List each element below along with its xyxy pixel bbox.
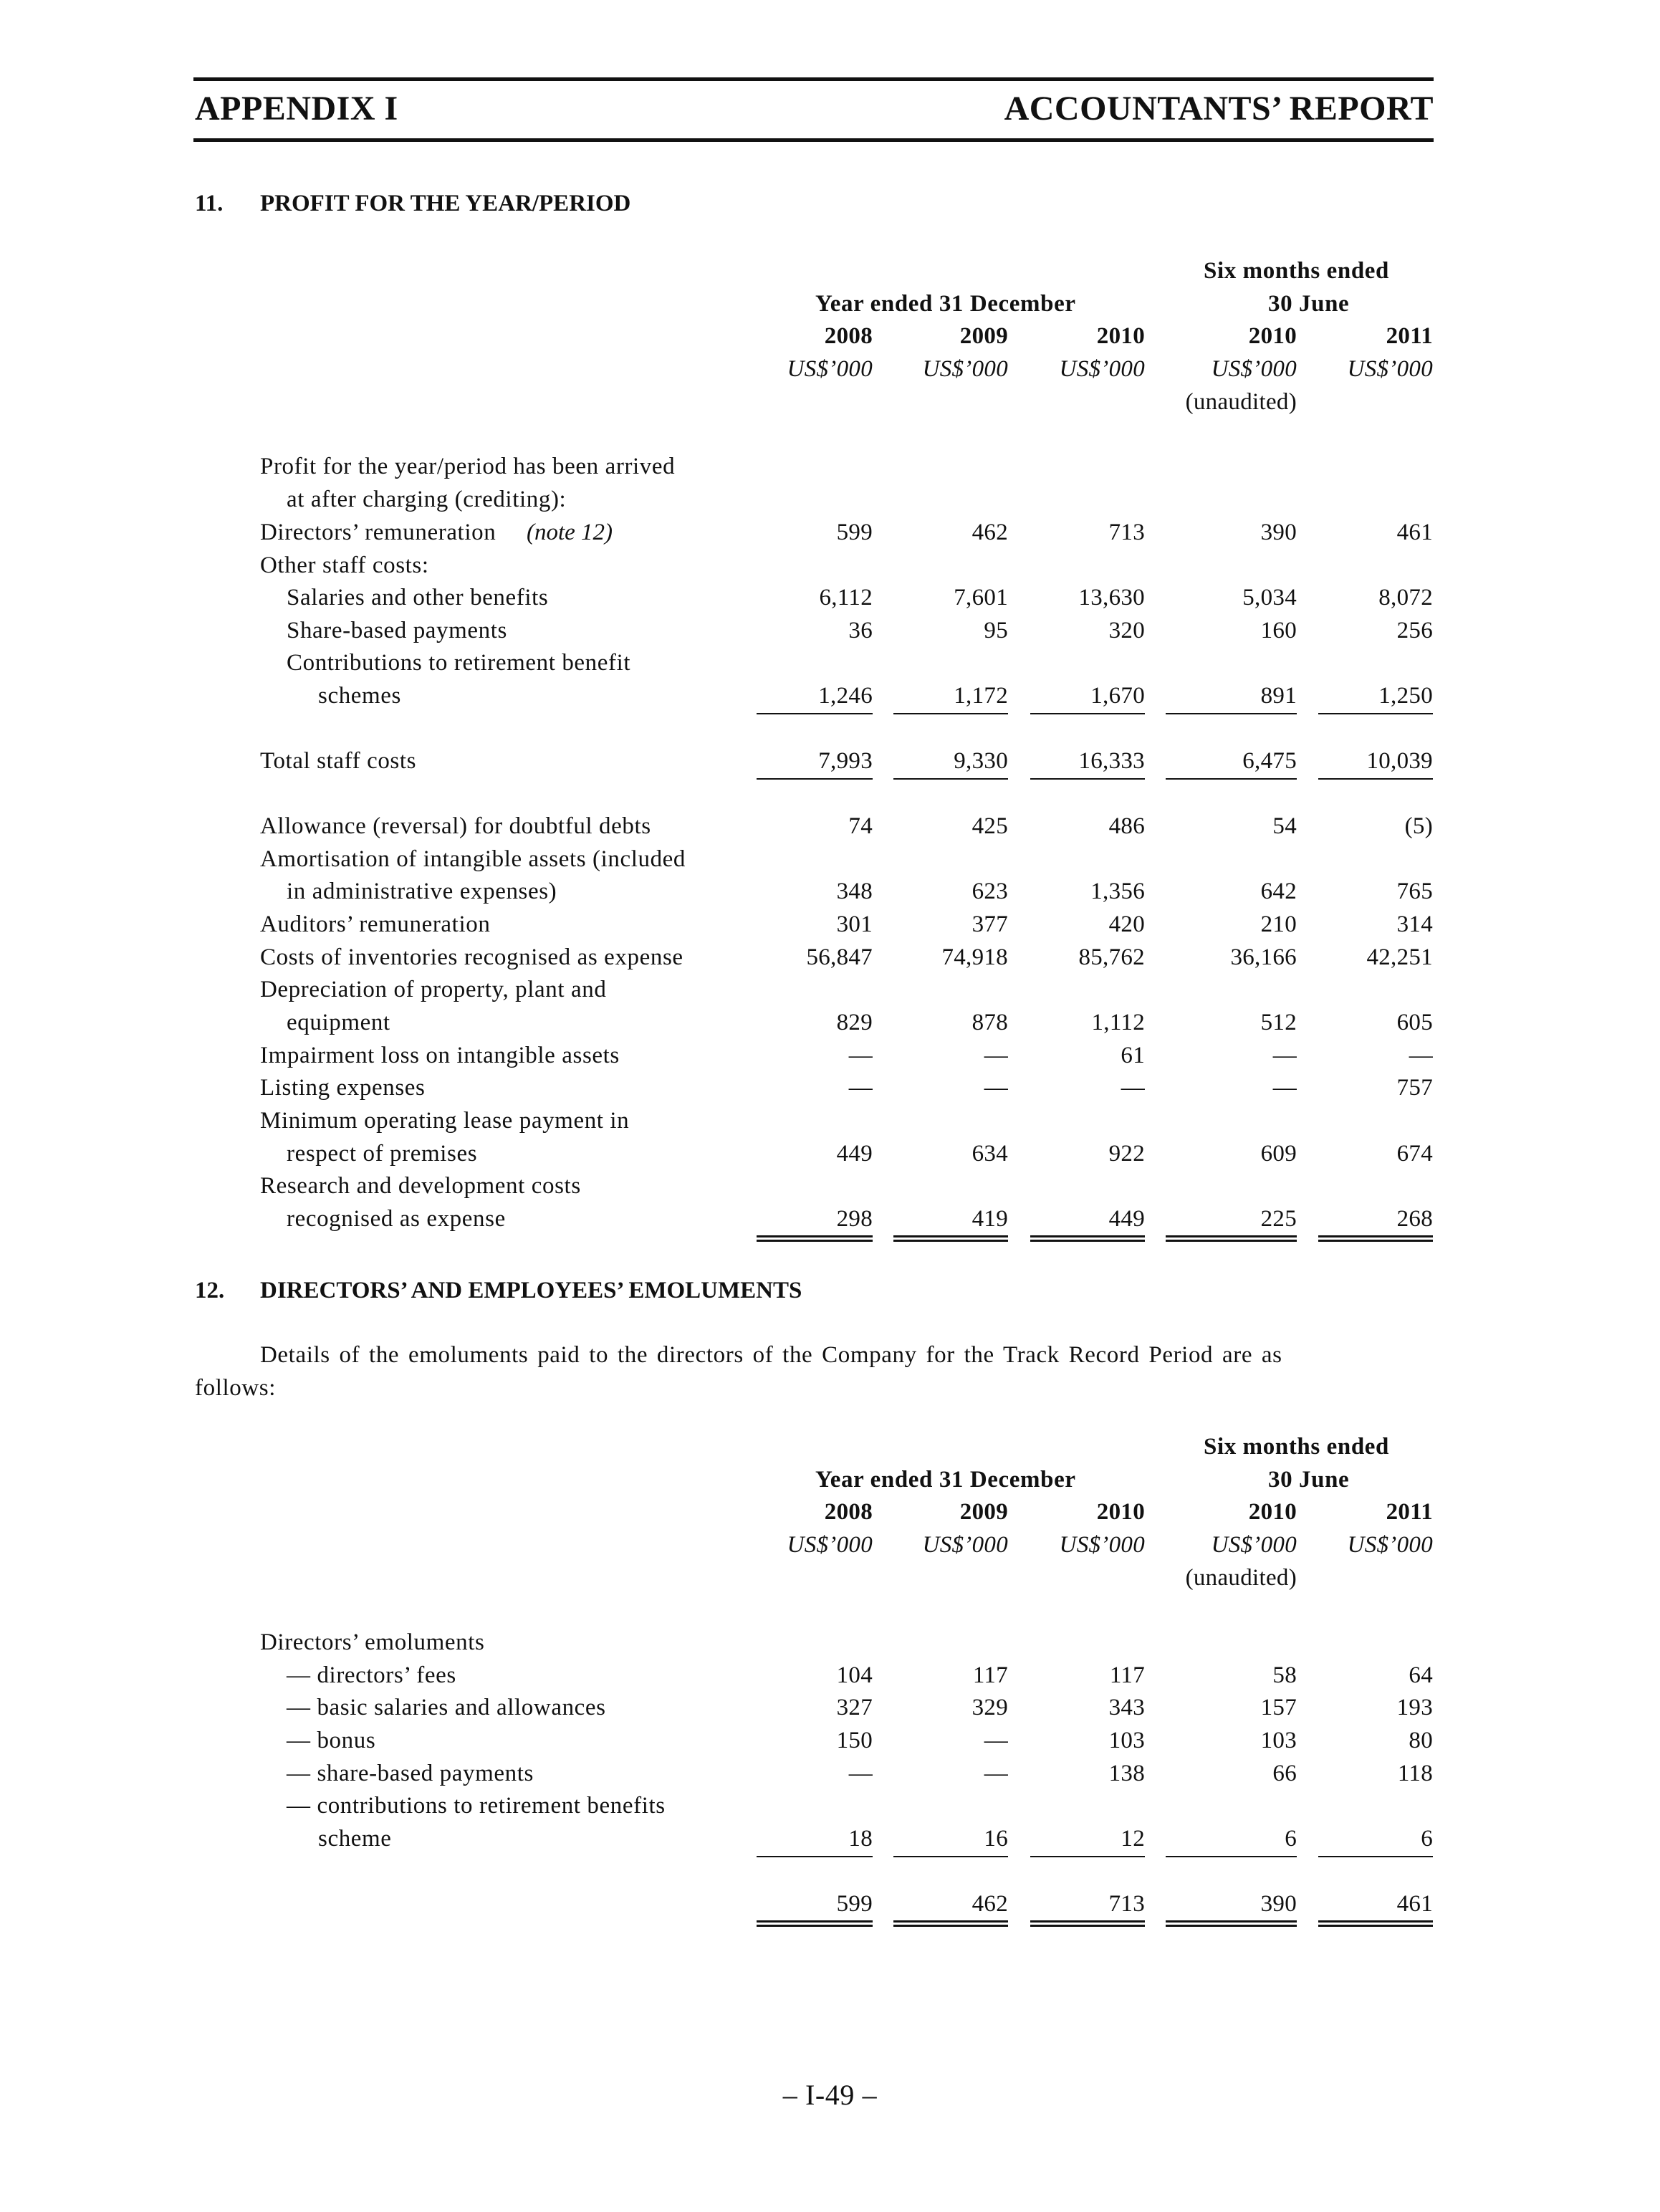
cell-value: 765: [1396, 878, 1433, 904]
cell-value: 103: [1260, 1728, 1297, 1753]
six-months-header-line1: Six months ended: [1204, 1434, 1390, 1460]
table-row: [0, 878, 1660, 911]
unaudited-label: (unaudited): [1185, 1564, 1297, 1591]
subtotal-underline: [757, 713, 873, 714]
cell-value: —: [984, 1075, 1008, 1101]
cell-value: —: [984, 1761, 1008, 1786]
cell-value: 420: [1108, 911, 1145, 937]
cell-value: 6: [1421, 1826, 1433, 1852]
row-label: Share-based payments: [287, 618, 507, 643]
cell-value: 713: [1108, 1891, 1145, 1917]
cell-value: 117: [1109, 1662, 1145, 1688]
cell-value: 150: [836, 1728, 873, 1753]
total-double-underline: [1318, 1920, 1433, 1927]
row-label: recognised as expense: [287, 1206, 506, 1232]
table-row: [0, 1173, 1660, 1206]
unit-header: US$’000: [787, 356, 873, 383]
cell-value: 10,039: [1366, 748, 1433, 774]
cell-value: —: [848, 1075, 873, 1101]
subtotal-underline: [1030, 713, 1145, 714]
subtotal-underline: [893, 713, 1008, 714]
row-label: Minimum operating lease payment in: [260, 1108, 630, 1134]
table-row: [0, 552, 1660, 585]
cell-value: (5): [1404, 813, 1433, 839]
cell-value: 7,993: [818, 748, 873, 774]
cell-value: —: [1272, 1043, 1297, 1068]
cell-value: 298: [836, 1206, 873, 1232]
row-label: — contributions to retirement benefits: [287, 1793, 666, 1819]
cell-value: 623: [971, 878, 1008, 904]
year-header: 2010: [1248, 323, 1297, 350]
row-label: Contributions to retirement benefit: [287, 650, 631, 676]
cell-value: 103: [1108, 1728, 1145, 1753]
cell-value: 1,112: [1091, 1010, 1145, 1035]
six-months-header-line1: Six months ended: [1204, 258, 1390, 284]
total-double-underline: [757, 1920, 873, 1927]
six-months-header-line2: 30 June: [1268, 290, 1350, 317]
cell-value: 419: [971, 1206, 1008, 1232]
table-row: [0, 650, 1660, 683]
section-11-number: 11.: [195, 191, 224, 216]
subtotal-underline: [1166, 1856, 1297, 1857]
total-double-underline: [1166, 1235, 1297, 1242]
cell-value: 348: [836, 878, 873, 904]
cell-value: 8,072: [1378, 585, 1433, 611]
year-header: 2008: [824, 1499, 873, 1526]
cell-value: 6,475: [1242, 748, 1297, 774]
cell-value: 56,847: [806, 944, 873, 970]
row-label: scheme: [318, 1826, 392, 1852]
cell-value: 193: [1396, 1695, 1433, 1720]
unit-header: US$’000: [1347, 356, 1433, 383]
table-row: [0, 1793, 1660, 1826]
cell-value: 1,670: [1090, 683, 1145, 709]
table-row: [0, 618, 1660, 651]
table-row: [0, 1728, 1660, 1761]
section-12-title: DIRECTORS’ AND EMPLOYEES’ EMOLUMENTS: [260, 1278, 802, 1303]
note-reference: (note 12): [527, 520, 613, 545]
total-double-underline: [893, 1920, 1008, 1927]
cell-value: 95: [984, 618, 1008, 643]
report-title: ACCOUNTANTS’ REPORT: [1004, 90, 1434, 128]
cell-value: 390: [1260, 1891, 1297, 1917]
unit-header: US$’000: [1211, 1532, 1297, 1559]
row-label: Costs of inventories recognised as expense: [260, 944, 683, 970]
cell-value: 599: [836, 520, 873, 545]
cell-value: 829: [836, 1010, 873, 1035]
unit-header: US$’000: [787, 1532, 873, 1559]
year-ended-header: Year ended 31 December: [815, 1466, 1076, 1493]
cell-value: 320: [1108, 618, 1145, 643]
table-row: [0, 585, 1660, 618]
row-label: — basic salaries and allowances: [287, 1695, 606, 1720]
table-row: [0, 1043, 1660, 1076]
year-header: 2011: [1386, 1499, 1433, 1526]
row-label: Total staff costs: [260, 748, 417, 774]
table-row: [0, 846, 1660, 879]
section-12-number: 12.: [195, 1278, 225, 1303]
total-double-underline: [757, 1235, 873, 1242]
year-header: 2011: [1386, 323, 1433, 350]
table-row: [0, 813, 1660, 846]
table-row: [0, 1206, 1660, 1239]
cell-value: 642: [1260, 878, 1297, 904]
cell-value: 225: [1260, 1206, 1297, 1232]
row-label: — bonus: [287, 1728, 376, 1753]
cell-value: 377: [971, 911, 1008, 937]
table-row: [0, 1075, 1660, 1108]
year-header: 2010: [1096, 323, 1145, 350]
year-header: 2010: [1096, 1499, 1145, 1526]
cell-value: —: [848, 1761, 873, 1786]
cell-value: 7,601: [954, 585, 1008, 611]
cell-value: 117: [972, 1662, 1008, 1688]
cell-value: 891: [1260, 683, 1297, 709]
cell-value: 36: [848, 618, 873, 643]
row-label: Other staff costs:: [260, 552, 429, 578]
cell-value: 461: [1396, 520, 1433, 545]
cell-value: —: [984, 1728, 1008, 1753]
cell-value: 599: [836, 1891, 873, 1917]
cell-value: 58: [1272, 1662, 1297, 1688]
cell-value: —: [1121, 1075, 1145, 1101]
cell-value: 74: [848, 813, 873, 839]
cell-value: 329: [971, 1695, 1008, 1720]
year-header: 2009: [959, 1499, 1008, 1526]
table-row: [0, 944, 1660, 977]
row-label: Impairment loss on intangible assets: [260, 1043, 620, 1068]
table-row: [0, 1826, 1660, 1859]
cell-value: 268: [1396, 1206, 1433, 1232]
row-label: Salaries and other benefits: [287, 585, 549, 611]
cell-value: 1,246: [818, 683, 873, 709]
cell-value: 16: [984, 1826, 1008, 1852]
table-row: [0, 911, 1660, 944]
year-header: 2010: [1248, 1499, 1297, 1526]
subtotal-underline: [1166, 778, 1297, 780]
subtotal-underline: [893, 1856, 1008, 1857]
cell-value: 138: [1108, 1761, 1145, 1786]
section-11-title: PROFIT FOR THE YEAR/PERIOD: [260, 191, 631, 216]
table-row: [0, 520, 1660, 552]
cell-value: 85,762: [1078, 944, 1145, 970]
subtotal-underline: [1030, 778, 1145, 780]
cell-value: 80: [1409, 1728, 1433, 1753]
header-top-rule: [193, 77, 1434, 81]
table-row: [0, 977, 1660, 1010]
cell-value: 512: [1260, 1010, 1297, 1035]
subtotal-underline: [1318, 1856, 1433, 1857]
row-label: — share-based payments: [287, 1761, 534, 1786]
cell-value: 9,330: [954, 748, 1008, 774]
row-label: Depreciation of property, plant and: [260, 977, 607, 1002]
cell-value: 210: [1260, 911, 1297, 937]
cell-value: 160: [1260, 618, 1297, 643]
cell-value: 12: [1121, 1826, 1145, 1852]
row-label: Auditors’ remuneration: [260, 911, 491, 937]
year-header: 2008: [824, 323, 873, 350]
cell-value: —: [848, 1043, 873, 1068]
header-bottom-rule: [193, 138, 1434, 142]
cell-value: 462: [971, 1891, 1008, 1917]
cell-value: 605: [1396, 1010, 1433, 1035]
cell-value: 157: [1260, 1695, 1297, 1720]
row-label: Allowance (reversal) for doubtful debts: [260, 813, 651, 839]
table-row: [0, 1010, 1660, 1043]
six-months-header-line2: 30 June: [1268, 1466, 1350, 1493]
table-row: [0, 1891, 1660, 1924]
row-label: Directors’ emoluments: [260, 1629, 485, 1655]
unaudited-label: (unaudited): [1185, 388, 1297, 415]
table-row: [0, 1695, 1660, 1728]
table-row: [0, 748, 1660, 781]
intro-line-2: at after charging (crediting):: [287, 487, 567, 512]
row-label: in administrative expenses): [287, 878, 557, 904]
cell-value: 757: [1396, 1075, 1433, 1101]
cell-value: 13,630: [1078, 585, 1145, 611]
subtotal-underline: [893, 778, 1008, 780]
cell-value: 674: [1396, 1141, 1433, 1167]
unit-header: US$’000: [922, 1532, 1008, 1559]
total-double-underline: [1318, 1235, 1433, 1242]
cell-value: 54: [1272, 813, 1297, 839]
row-label: schemes: [318, 683, 401, 709]
paragraph-line-1: Details of the emoluments paid to the directors of the Company for the Track Record Period are as: [260, 1342, 1282, 1368]
cell-value: 118: [1397, 1761, 1433, 1786]
cell-value: 634: [971, 1141, 1008, 1167]
cell-value: 16,333: [1078, 748, 1145, 774]
cell-value: 6,112: [819, 585, 873, 611]
subtotal-underline: [757, 778, 873, 780]
total-double-underline: [1166, 1920, 1297, 1927]
cell-value: 390: [1260, 520, 1297, 545]
table-row: [0, 683, 1660, 716]
row-label: — directors’ fees: [287, 1662, 456, 1688]
cell-value: 609: [1260, 1141, 1297, 1167]
cell-value: 1,172: [954, 683, 1008, 709]
subtotal-underline: [1318, 778, 1433, 780]
cell-value: 1,356: [1090, 878, 1145, 904]
row-label: respect of premises: [287, 1141, 478, 1167]
table-row: [0, 1761, 1660, 1794]
cell-value: 36,166: [1230, 944, 1297, 970]
page-number: – I-49 –: [782, 2079, 878, 2111]
cell-value: 6: [1285, 1826, 1297, 1852]
unit-header: US$’000: [1059, 356, 1145, 383]
cell-value: 343: [1108, 1695, 1145, 1720]
cell-value: 1,250: [1378, 683, 1433, 709]
table-row: [0, 1662, 1660, 1695]
paragraph-line-2: follows:: [195, 1375, 276, 1401]
subtotal-underline: [1166, 713, 1297, 714]
row-label: Directors’ remuneration: [260, 520, 496, 545]
unit-header: US$’000: [1059, 1532, 1145, 1559]
table-row: [0, 1629, 1660, 1662]
cell-value: 713: [1108, 520, 1145, 545]
cell-value: 256: [1396, 618, 1433, 643]
subtotal-underline: [757, 1856, 873, 1857]
cell-value: —: [984, 1043, 1008, 1068]
cell-value: 66: [1272, 1761, 1297, 1786]
cell-value: 64: [1409, 1662, 1433, 1688]
row-label: Amortisation of intangible assets (included: [260, 846, 686, 872]
cell-value: 61: [1121, 1043, 1145, 1068]
cell-value: 486: [1108, 813, 1145, 839]
cell-value: 42,251: [1366, 944, 1433, 970]
total-double-underline: [1030, 1235, 1145, 1242]
cell-value: 425: [971, 813, 1008, 839]
cell-value: 922: [1108, 1141, 1145, 1167]
unit-header: US$’000: [1211, 356, 1297, 383]
cell-value: 461: [1396, 1891, 1433, 1917]
appendix-label: APPENDIX I: [195, 90, 398, 128]
row-label: Research and development costs: [260, 1173, 581, 1199]
cell-value: 314: [1396, 911, 1433, 937]
cell-value: 104: [836, 1662, 873, 1688]
subtotal-underline: [1318, 713, 1433, 714]
year-header: 2009: [959, 323, 1008, 350]
row-label: Listing expenses: [260, 1075, 426, 1101]
cell-value: 18: [848, 1826, 873, 1852]
intro-line-1: Profit for the year/period has been arrived: [260, 454, 676, 479]
cell-value: 5,034: [1242, 585, 1297, 611]
cell-value: 449: [1108, 1206, 1145, 1232]
unit-header: US$’000: [1347, 1532, 1433, 1559]
year-ended-header: Year ended 31 December: [815, 290, 1076, 317]
cell-value: 74,918: [941, 944, 1008, 970]
unit-header: US$’000: [922, 356, 1008, 383]
cell-value: —: [1409, 1043, 1433, 1068]
cell-value: 449: [836, 1141, 873, 1167]
cell-value: 327: [836, 1695, 873, 1720]
total-double-underline: [893, 1235, 1008, 1242]
subtotal-underline: [1030, 1856, 1145, 1857]
table-row: [0, 1108, 1660, 1141]
cell-value: 878: [971, 1010, 1008, 1035]
cell-value: 301: [836, 911, 873, 937]
total-double-underline: [1030, 1920, 1145, 1927]
cell-value: 462: [971, 520, 1008, 545]
cell-value: —: [1272, 1075, 1297, 1101]
row-label: equipment: [287, 1010, 390, 1035]
table-row: [0, 1141, 1660, 1174]
